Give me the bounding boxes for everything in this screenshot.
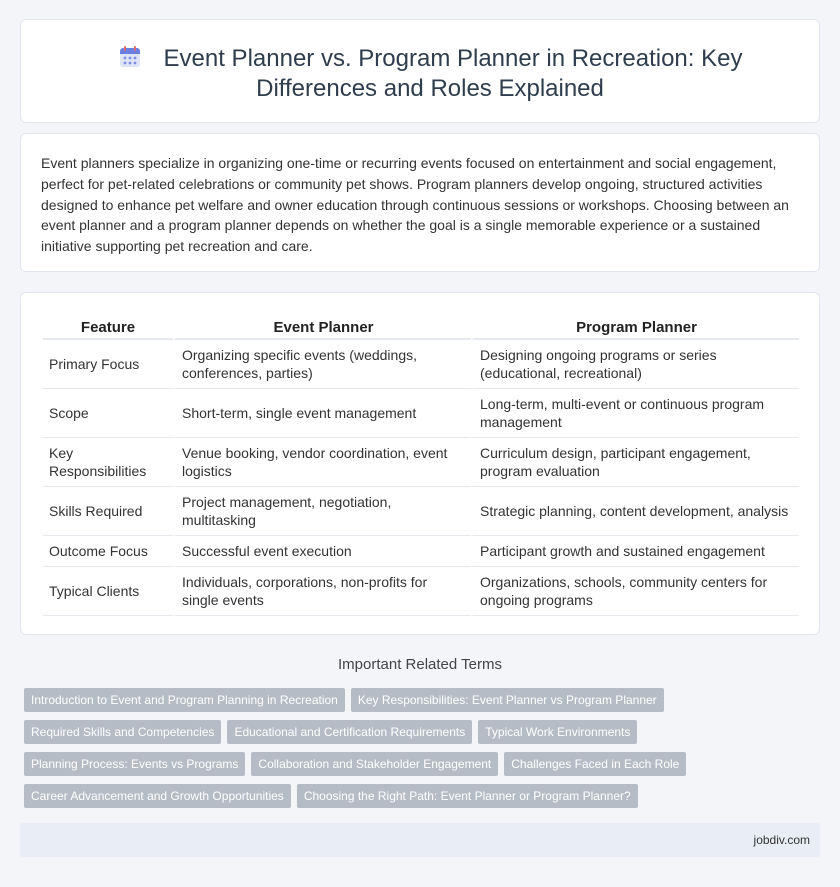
footer-site-link[interactable]: jobdiv.com — [753, 833, 810, 847]
related-term-tag[interactable]: Required Skills and Competencies — [24, 720, 221, 744]
column-header-feature: Feature — [43, 315, 173, 340]
title-wrap — [61, 44, 799, 104]
related-term-tag[interactable]: Career Advancement and Growth Opportunities — [24, 784, 291, 808]
table-row — [43, 487, 799, 536]
related-term-tag[interactable]: Introduction to Event and Program Planning in Recreation — [24, 688, 345, 712]
table-cell-program-planner: Participant growth and sustained engagement — [471, 536, 799, 567]
tag-row — [24, 752, 824, 784]
table-cell-program-planner: Strategic planning, content development, analysis — [471, 487, 799, 536]
table-row — [43, 536, 799, 567]
table-cell-feature: Outcome Focus — [43, 536, 173, 567]
page-title — [61, 44, 799, 104]
table-cell-event-planner: Project management, negotiation, multitasking — [173, 487, 471, 536]
related-term-tag[interactable]: Planning Process: Events vs Programs — [24, 752, 245, 776]
related-terms-list — [24, 688, 824, 816]
comparison-card — [20, 292, 820, 635]
table-cell-program-planner: Long-term, multi-event or continuous program management — [471, 389, 799, 438]
table-cell-feature: Typical Clients — [43, 567, 173, 616]
comparison-table — [43, 315, 799, 616]
table-cell-program-planner: Curriculum design, participant engagement, program evaluation — [471, 438, 799, 487]
related-terms-heading: Important Related Terms — [338, 656, 502, 673]
table-cell-event-planner: Successful event execution — [173, 536, 471, 567]
table-cell-event-planner: Organizing specific events (weddings, conferences, parties) — [173, 340, 471, 389]
table-row — [43, 340, 799, 389]
table-cell-event-planner: Individuals, corporations, non-profits for single events — [173, 567, 471, 616]
tag-row — [24, 784, 824, 816]
column-header-program-planner: Program Planner — [471, 315, 799, 340]
table-header-row — [43, 315, 799, 340]
related-term-tag[interactable]: Challenges Faced in Each Role — [504, 752, 686, 776]
table-cell-feature: Key Responsibilities — [43, 438, 173, 487]
table-cell-feature: Scope — [43, 389, 173, 438]
header-card — [20, 19, 820, 123]
table-cell-feature: Skills Required — [43, 487, 173, 536]
footer — [20, 823, 820, 857]
tag-row — [24, 720, 824, 752]
tag-row — [24, 688, 824, 720]
related-term-tag[interactable]: Typical Work Environments — [478, 720, 637, 744]
table-cell-program-planner: Organizations, schools, community centers for ongoing programs — [471, 567, 799, 616]
table-row — [43, 567, 799, 616]
table-row — [43, 389, 799, 438]
intro-card — [20, 133, 820, 272]
table-cell-feature: Primary Focus — [43, 340, 173, 389]
table-cell-program-planner: Designing ongoing programs or series (educational, recreational) — [471, 340, 799, 389]
related-term-tag[interactable]: Key Responsibilities: Event Planner vs Program Planner — [351, 688, 664, 712]
table-cell-event-planner: Venue booking, vendor coordination, event logistics — [173, 438, 471, 487]
page-title-text: Event Planner vs. Program Planner in Recreation: Key Differences and Roles Explained — [163, 45, 743, 102]
related-term-tag[interactable]: Choosing the Right Path: Event Planner or Program Planner? — [297, 784, 638, 808]
calendar-icon — [118, 45, 142, 69]
table-row — [43, 438, 799, 487]
table-cell-event-planner: Short-term, single event management — [173, 389, 471, 438]
intro-paragraph: Event planners specialize in organizing one-time or recurring events focused on entertainment and social engagement, perfect for pet-related celebrations or community pet shows. Program planners develop ongoing, structured activities designed to enhance pet welfare and owner education through continuous sessions or workshops. Choosing between an event planner and a program planner depends on whether the goal is a single memorable experience or a sustained initiative supporting pet recreation and care. — [41, 155, 789, 255]
related-term-tag[interactable]: Educational and Certification Requirements — [227, 720, 472, 744]
column-header-event-planner: Event Planner — [173, 315, 471, 340]
related-term-tag[interactable]: Collaboration and Stakeholder Engagement — [251, 752, 498, 776]
